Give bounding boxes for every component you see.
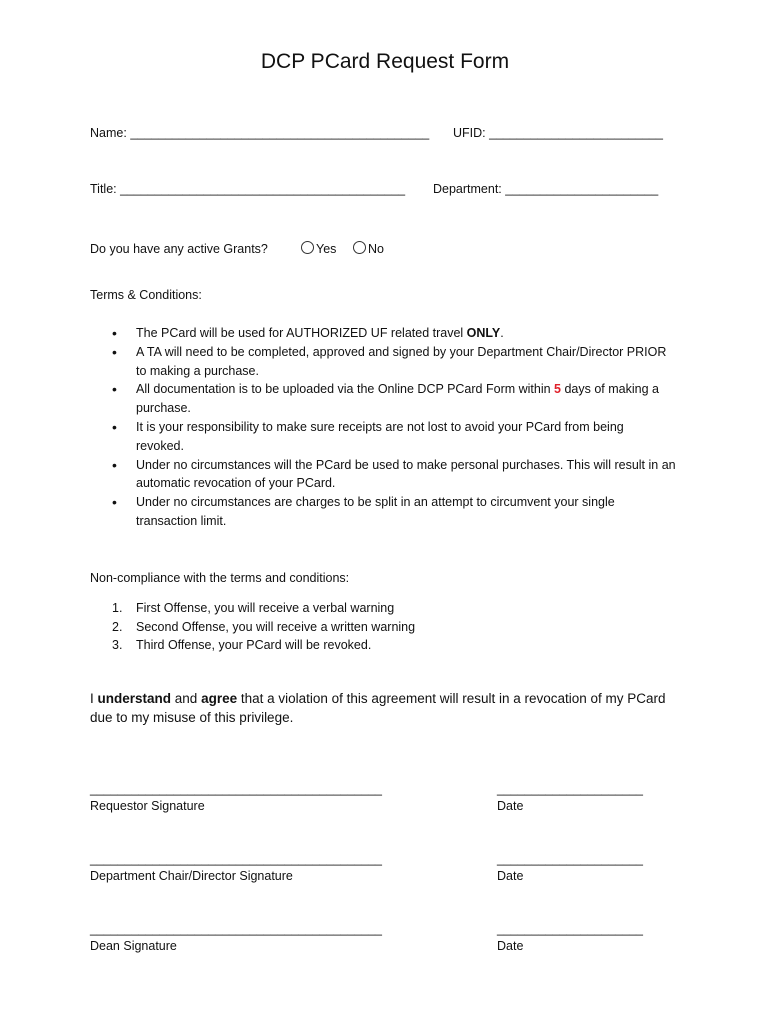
dean-date-line[interactable]: _____________________ [497,922,643,936]
grants-yes-option[interactable] [301,240,336,258]
list-item: • Under no circumstances are charges to be split in an attempt to circumvent your single transaction limit. [112,493,692,531]
requestor-signature-label: Requestor Signature [90,799,205,813]
title-line: _________________________________________ [120,182,406,196]
title-label: Title: [90,182,117,196]
requestor-signature-line[interactable]: __________________________________________ [90,782,382,796]
ufid-field[interactable] [453,124,663,142]
department-label: Department: [433,182,502,196]
terms-list [112,324,692,531]
list-item: 2. Second Offense, you will receive a written warning [112,619,416,634]
dean-signature-line[interactable]: __________________________________________ [90,922,382,936]
title-field[interactable] [90,180,405,198]
radio-yes-icon[interactable] [301,241,314,254]
grants-no-option[interactable] [353,240,384,258]
department-field[interactable] [433,180,658,198]
list-item: • The PCard will be used for AUTHORIZED UF related travel ONLY. [112,324,692,343]
dean-signature-label: Dean Signature [90,939,177,953]
name-line: ___________________________________________ [130,126,430,140]
list-item: • All documentation is to be uploaded via the Online DCP PCard Form within 5 days of making a purchase. [112,380,692,418]
chair-signature-label: Department Chair/Director Signature [90,869,293,883]
dean-date-label: Date [497,939,524,953]
chair-date-label: Date [497,869,524,883]
list-item: • Under no circumstances will the PCard be used to make personal purchases. This will result in an automatic revocation of your PCard. [112,456,692,494]
page-title: DCP PCard Request Form [260,50,510,73]
name-field[interactable] [90,124,429,142]
ufid-line: _________________________ [489,126,663,140]
ufid-label: UFID: [453,126,486,140]
radio-no-icon[interactable] [353,241,366,254]
list-item: • A TA will need to be completed, approved and signed by your Department Chair/Director PRIOR to making a purchase. [112,343,692,381]
agreement-statement: I understand and agree that a violation of this agreement will result in a revocation of my PCard due to my misuse of this privilege. [90,691,666,725]
department-line: ______________________ [505,182,659,196]
grants-question: Do you have any active Grants? [90,242,268,256]
noncompliance-list [112,599,415,655]
list-item: 3. Third Offense, your PCard will be revoked. [112,638,372,652]
yes-label: Yes [316,242,337,256]
requestor-date-label: Date [497,799,524,813]
requestor-date-line[interactable]: _____________________ [497,782,643,796]
chair-date-line[interactable]: _____________________ [497,852,643,866]
list-item: 1. First Offense, you will receive a verbal warning [112,601,395,615]
terms-heading: Terms & Conditions: [90,288,202,302]
name-label: Name: [90,126,127,140]
chair-signature-line[interactable]: __________________________________________ [90,852,382,866]
noncompliance-heading: Non-compliance with the terms and conditions: [90,571,350,585]
no-label: No [368,242,384,256]
list-item: • It is your responsibility to make sure receipts are not lost to avoid your PCard from being revoked. [112,418,692,456]
